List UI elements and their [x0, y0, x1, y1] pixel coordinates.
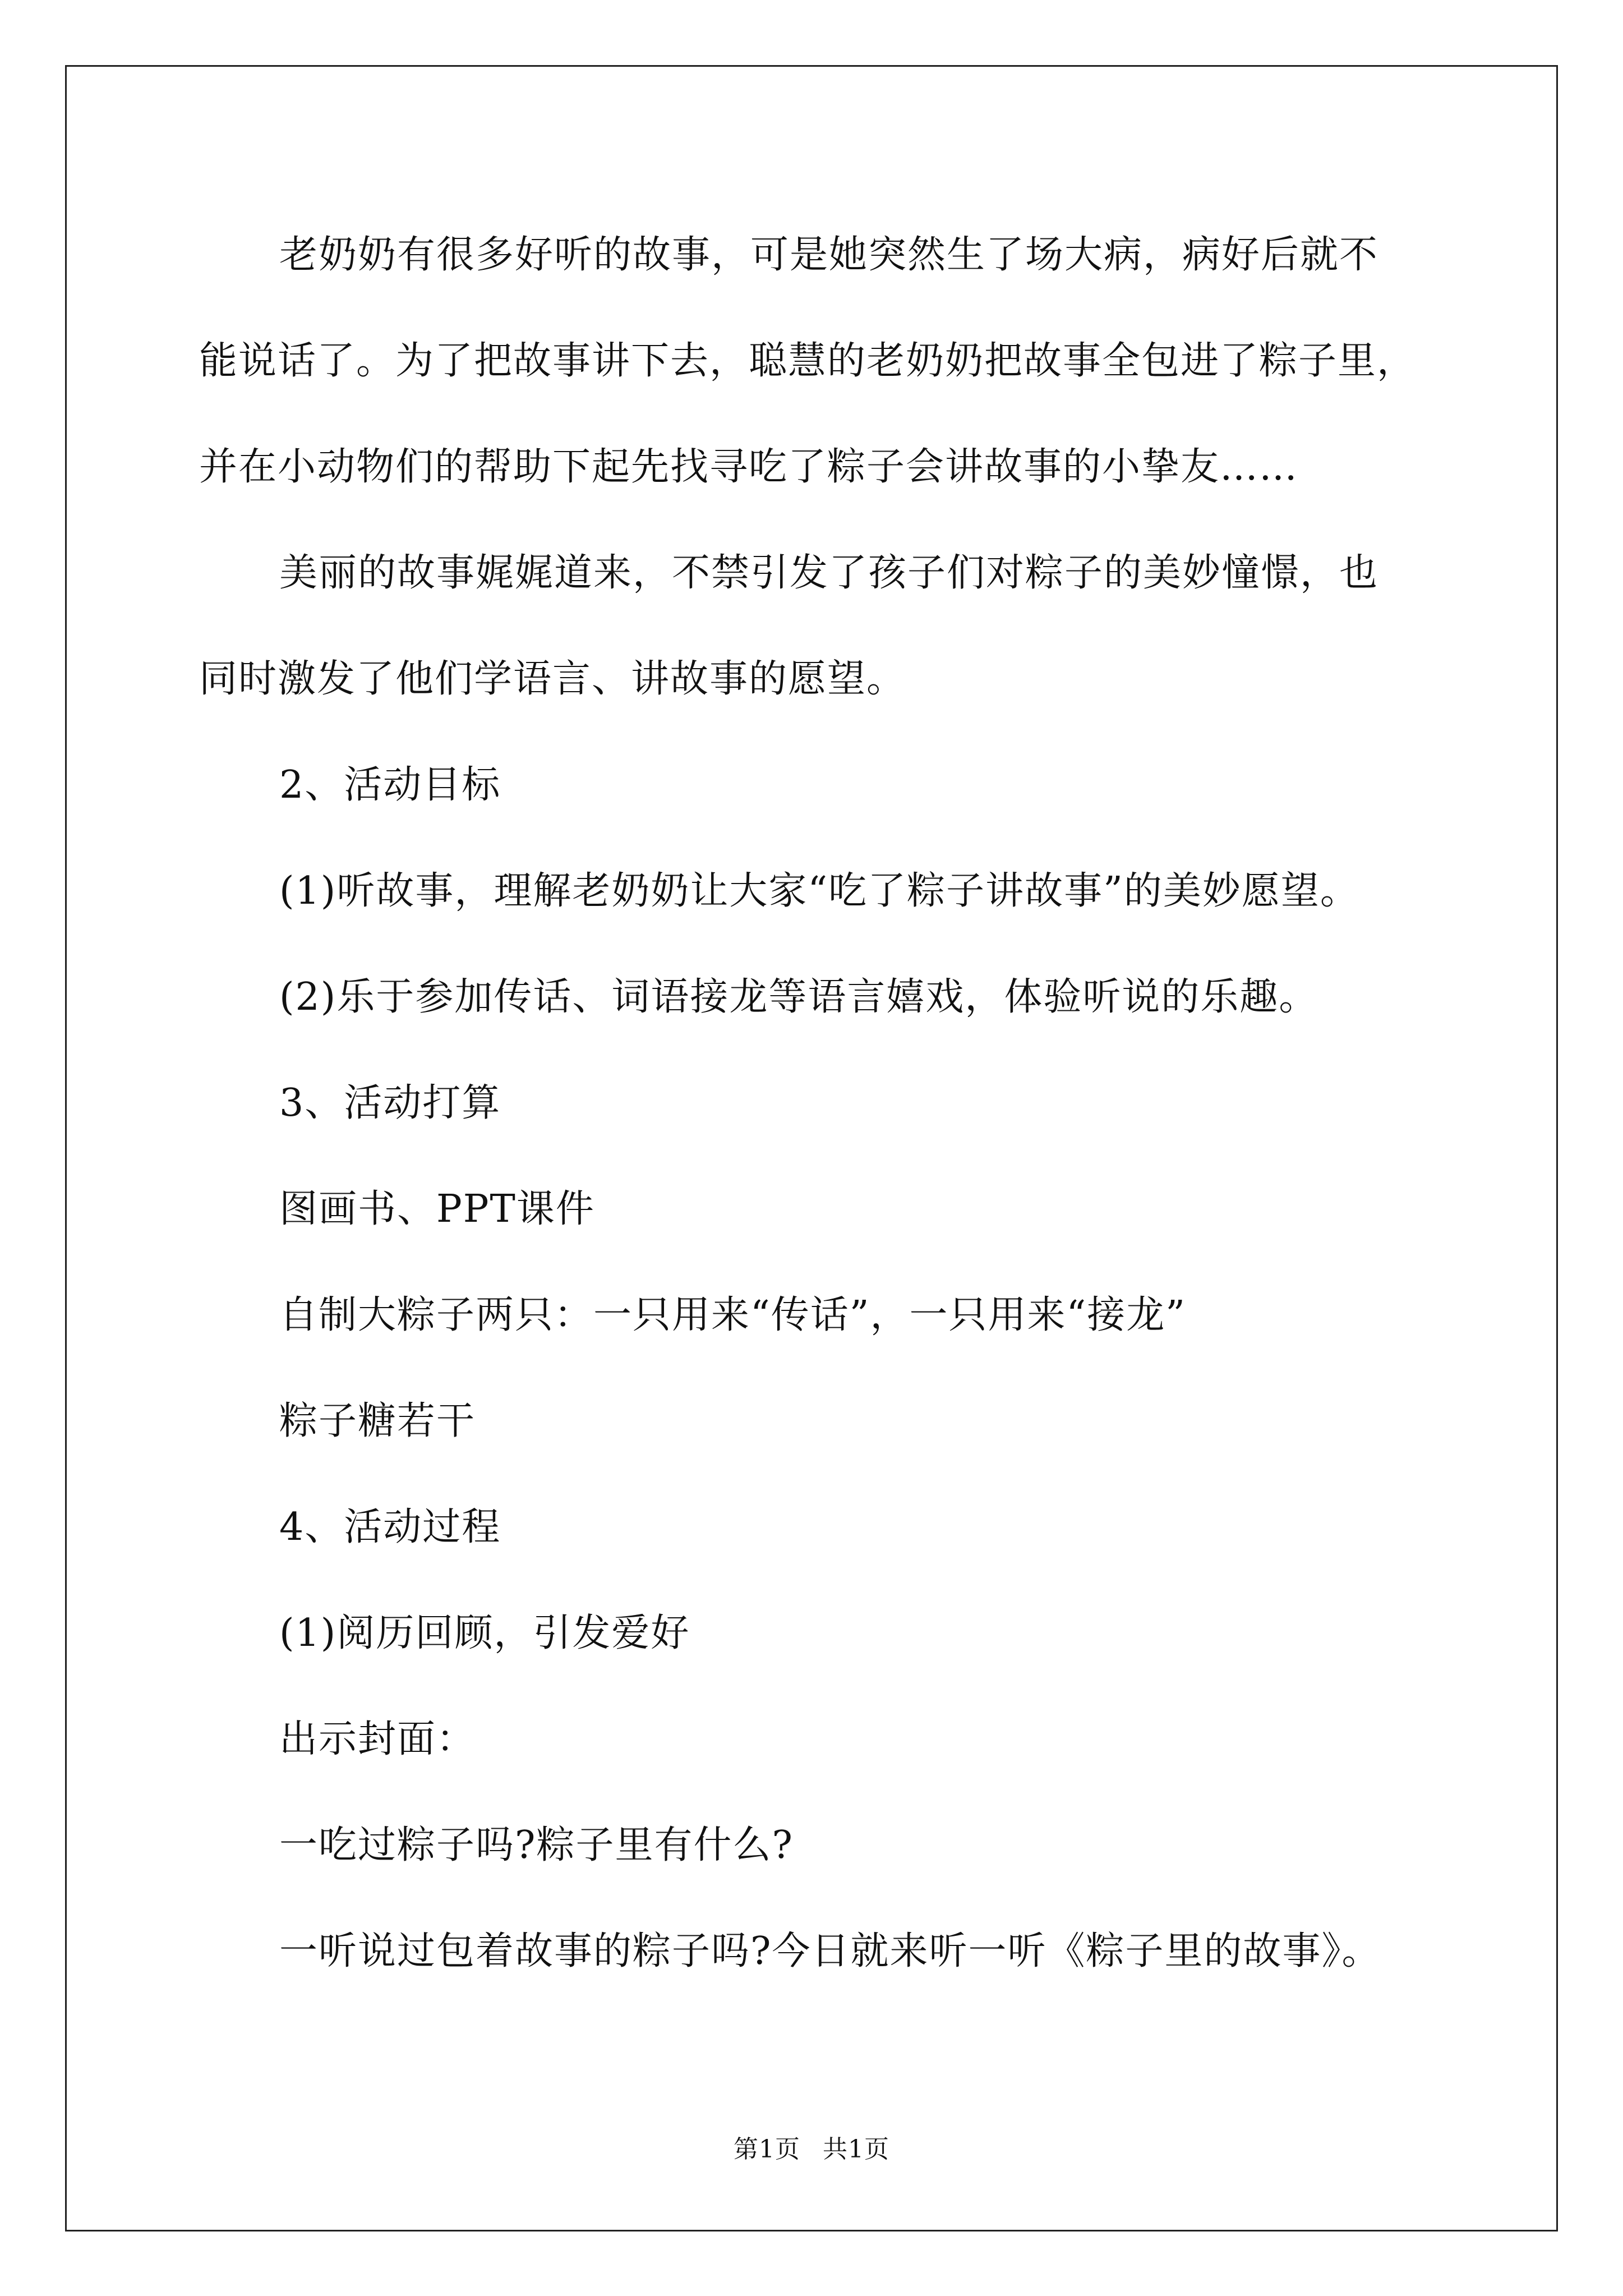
section-heading-goals: 2、活动目标: [279, 763, 501, 807]
paragraph-line: 老奶奶有很多好听的故事，可是她突然生了场大病，病好后就不: [279, 233, 1379, 277]
paragraph-line: 同时激发了他们学语言、讲故事的愿望。: [199, 657, 906, 701]
list-item: 一听说过包着故事的粽子吗?今日就来听一听《粽子里的故事》。: [279, 1929, 1381, 1973]
list-item: (1)阅历回顾，引发爱好: [279, 1611, 690, 1655]
section-heading-process: 4、活动过程: [279, 1505, 501, 1549]
list-item: 自制大粽子两只：一只用来“传话”，一只用来“接龙”: [279, 1293, 1187, 1337]
list-item: 一吃过粽子吗?粽子里有什么?: [279, 1823, 794, 1867]
paragraph-line: 并在小动物们的帮助下起先找寻吃了粽子会讲故事的小挚友……: [199, 445, 1299, 489]
list-item: 粽子糖若干: [279, 1399, 476, 1443]
paragraph-line: 能说话了。为了把故事讲下去，聪慧的老奶奶把故事全包进了粽子里，: [199, 339, 1417, 383]
paragraph-line: 美丽的故事娓娓道来，不禁引发了孩子们对粽子的美妙憧憬，也: [279, 551, 1379, 595]
page-number: 第1页: [734, 2135, 800, 2164]
page-total: 共1页: [823, 2135, 889, 2164]
document-body: [199, 202, 1433, 2004]
section-heading-preparation: 3、活动打算: [279, 1081, 501, 1125]
list-item: 出示封面：: [279, 1717, 476, 1761]
list-item: 图画书、PPT课件: [279, 1187, 595, 1231]
page-footer: [0, 2129, 1623, 2165]
list-item: (1)听故事，理解老奶奶让大家“吃了粽子讲故事”的美妙愿望。: [279, 869, 1359, 913]
list-item: (2)乐于参加传话、词语接龙等语言嬉戏，体验听说的乐趣。: [279, 975, 1318, 1019]
